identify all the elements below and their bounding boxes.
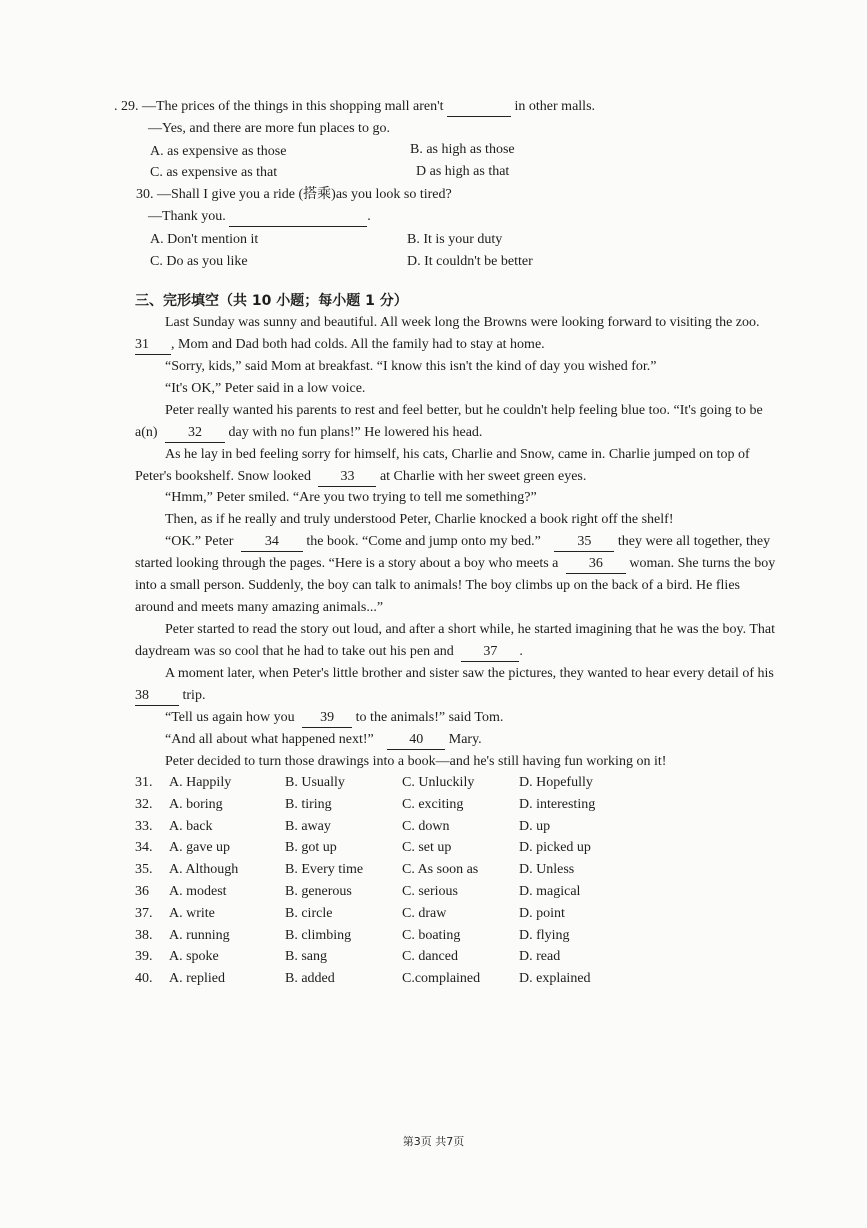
option-a[interactable]: A. running bbox=[169, 927, 230, 943]
passage-line: around and meets many amazing animals...” bbox=[135, 600, 384, 615]
passage-line: Peter really wanted his parents to rest and feel better, but he couldn't help feeling blue too. “It's going to be bbox=[165, 403, 763, 418]
passage-line: Last Sunday was sunny and beautiful. All week long the Browns were looking forward to visiting the zoo. bbox=[165, 315, 760, 330]
q30-stem: 30. —Shall I give you a ride (搭乘)as you look so tired? bbox=[136, 187, 452, 202]
blank-35[interactable]: 35 bbox=[554, 533, 614, 552]
option-b[interactable]: B. away bbox=[285, 818, 331, 834]
q29-option-b[interactable]: B. as high as those bbox=[410, 142, 515, 157]
option-b[interactable]: B. generous bbox=[285, 884, 352, 899]
option-d[interactable]: D. picked up bbox=[519, 840, 591, 856]
q30-option-a[interactable]: A. Don't mention it bbox=[150, 232, 259, 247]
option-a[interactable]: A. Happily bbox=[169, 775, 232, 790]
blank-33[interactable]: 33 bbox=[318, 468, 376, 487]
option-a[interactable]: A. Although bbox=[169, 862, 239, 878]
option-a[interactable]: A. write bbox=[169, 905, 215, 921]
passage-line: “It's OK,” Peter said in a low voice. bbox=[165, 381, 366, 396]
option-b[interactable]: B. Usually bbox=[285, 775, 345, 790]
option-c[interactable]: C. draw bbox=[402, 905, 447, 921]
blank-34[interactable]: 34 bbox=[241, 533, 303, 552]
blank-32[interactable]: 32 bbox=[165, 424, 225, 443]
passage-line: Peter's bookshelf. Snow looked 33 at Charlie with her sweet green eyes. bbox=[135, 468, 586, 487]
option-a[interactable]: A. gave up bbox=[169, 840, 231, 856]
option-d[interactable]: D. up bbox=[519, 818, 551, 834]
option-b[interactable]: B. tiring bbox=[285, 796, 332, 812]
blank-36[interactable]: 36 bbox=[566, 555, 626, 574]
option-number: 38. bbox=[135, 927, 153, 943]
blank-38[interactable]: 38 bbox=[135, 687, 179, 706]
option-d[interactable]: D. read bbox=[519, 949, 561, 965]
blank-40[interactable]: 40 bbox=[387, 731, 445, 750]
q29-option-a[interactable]: A. as expensive as those bbox=[150, 144, 287, 159]
passage-line: Then, as if he really and truly understood Peter, Charlie knocked a book right off the shelf! bbox=[165, 512, 674, 527]
option-a[interactable]: A. replied bbox=[169, 971, 225, 987]
option-number: 39. bbox=[135, 949, 153, 965]
passage-line: daydream was so cool that he had to take out his pen and 37 . bbox=[135, 643, 523, 662]
blank-37[interactable]: 37 bbox=[461, 643, 519, 662]
option-d[interactable]: D. point bbox=[519, 905, 565, 921]
option-c[interactable]: C. As soon as bbox=[402, 862, 479, 878]
page-footer: 第3页 共7页 bbox=[402, 1135, 465, 1148]
option-c[interactable]: C. down bbox=[402, 818, 450, 834]
passage-line: Peter started to read the story out loud, and after a short while, he started imagining that he was the boy. That bbox=[165, 622, 775, 637]
option-number: 33. bbox=[135, 818, 153, 834]
option-a[interactable]: A. back bbox=[169, 818, 213, 834]
option-b[interactable]: B. Every time bbox=[285, 862, 364, 878]
q29-option-d[interactable]: D as high as that bbox=[416, 164, 510, 179]
option-c[interactable]: C. exciting bbox=[402, 796, 464, 812]
passage-line: Peter decided to turn those drawings into a book—and he's still having fun working on it! bbox=[165, 754, 667, 769]
passage-line: A moment later, when Peter's little brother and sister saw the pictures, they wanted to hear every detail of his bbox=[165, 666, 774, 681]
q30-option-b[interactable]: B. It is your duty bbox=[407, 232, 503, 247]
option-b[interactable]: B. sang bbox=[285, 949, 327, 965]
passage-line: “Tell us again how you 39 to the animals!” said Tom. bbox=[165, 709, 503, 728]
passage-line: “Hmm,” Peter smiled. “Are you two trying to tell me something?” bbox=[165, 490, 537, 505]
option-c[interactable]: C.complained bbox=[402, 971, 481, 987]
option-d[interactable]: D. explained bbox=[519, 971, 591, 987]
option-c[interactable]: C. Unluckily bbox=[402, 775, 475, 790]
option-number: 31. bbox=[135, 775, 153, 790]
passage-line: 31 , Mom and Dad both had colds. All the family had to stay at home. bbox=[135, 336, 545, 355]
q30-blank[interactable] bbox=[229, 208, 367, 227]
blank-39[interactable]: 39 bbox=[302, 709, 352, 728]
q30-reply: —Thank you. . bbox=[148, 208, 371, 227]
option-c[interactable]: C. danced bbox=[402, 949, 458, 965]
option-a[interactable]: A. modest bbox=[169, 884, 227, 899]
option-d[interactable]: D. Hopefully bbox=[519, 775, 593, 790]
q30-option-d[interactable]: D. It couldn't be better bbox=[407, 254, 533, 269]
option-a[interactable]: A. spoke bbox=[169, 949, 219, 965]
passage-line: “OK.” Peter 34 the book. “Come and jump onto my bed.” 35 they were all together, they bbox=[165, 533, 770, 552]
passage-line: 38 trip. bbox=[135, 687, 205, 706]
passage-line: “Sorry, kids,” said Mom at breakfast. “I know this isn't the kind of day you wished for.” bbox=[165, 359, 657, 374]
option-b[interactable]: B. got up bbox=[285, 840, 337, 856]
option-number: 37. bbox=[135, 905, 153, 921]
option-c[interactable]: C. serious bbox=[402, 884, 458, 899]
option-number: 35. bbox=[135, 862, 153, 878]
passage-line: a(n) 32 day with no fun plans!” He lowered his head. bbox=[135, 424, 482, 443]
option-d[interactable]: D. flying bbox=[519, 927, 570, 943]
option-number: 40. bbox=[135, 971, 153, 987]
section-title: 三、完形填空（共 10 小题；每小题 1 分） bbox=[135, 293, 408, 309]
option-c[interactable]: C. set up bbox=[402, 840, 452, 856]
q29-stem: . 29. —The prices of the things in this shopping mall aren't in other malls. bbox=[114, 98, 595, 117]
option-d[interactable]: D. interesting bbox=[519, 796, 596, 812]
option-number: 34. bbox=[135, 840, 153, 856]
passage-line: started looking through the pages. “Here is a story about a boy who meets a 36 woman. She turns the boy bbox=[135, 555, 775, 574]
blank-31[interactable]: 31 bbox=[135, 336, 171, 355]
option-b[interactable]: B. added bbox=[285, 971, 335, 987]
option-d[interactable]: D. Unless bbox=[519, 862, 575, 878]
option-d[interactable]: D. magical bbox=[519, 884, 581, 899]
option-b[interactable]: B. circle bbox=[285, 905, 333, 921]
q30-option-c[interactable]: C. Do as you like bbox=[150, 254, 248, 269]
q29-reply: —Yes, and there are more fun places to go. bbox=[148, 121, 390, 136]
option-c[interactable]: C. boating bbox=[402, 927, 461, 943]
q29-option-c[interactable]: C. as expensive as that bbox=[150, 165, 278, 180]
option-b[interactable]: B. climbing bbox=[285, 927, 352, 943]
passage-line: “And all about what happened next!” 40 Mary. bbox=[165, 731, 482, 750]
q29-blank[interactable] bbox=[447, 98, 511, 117]
passage-line: As he lay in bed feeling sorry for himself, his cats, Charlie and Snow, came in. Charlie jumped on top of bbox=[165, 447, 750, 462]
passage-line: into a small person. Suddenly, the boy can talk to animals! The boy climbs up on the back of a bird. He flies bbox=[135, 578, 740, 593]
option-a[interactable]: A. boring bbox=[169, 796, 223, 812]
option-number: 36 bbox=[135, 884, 149, 899]
option-number: 32. bbox=[135, 796, 153, 812]
